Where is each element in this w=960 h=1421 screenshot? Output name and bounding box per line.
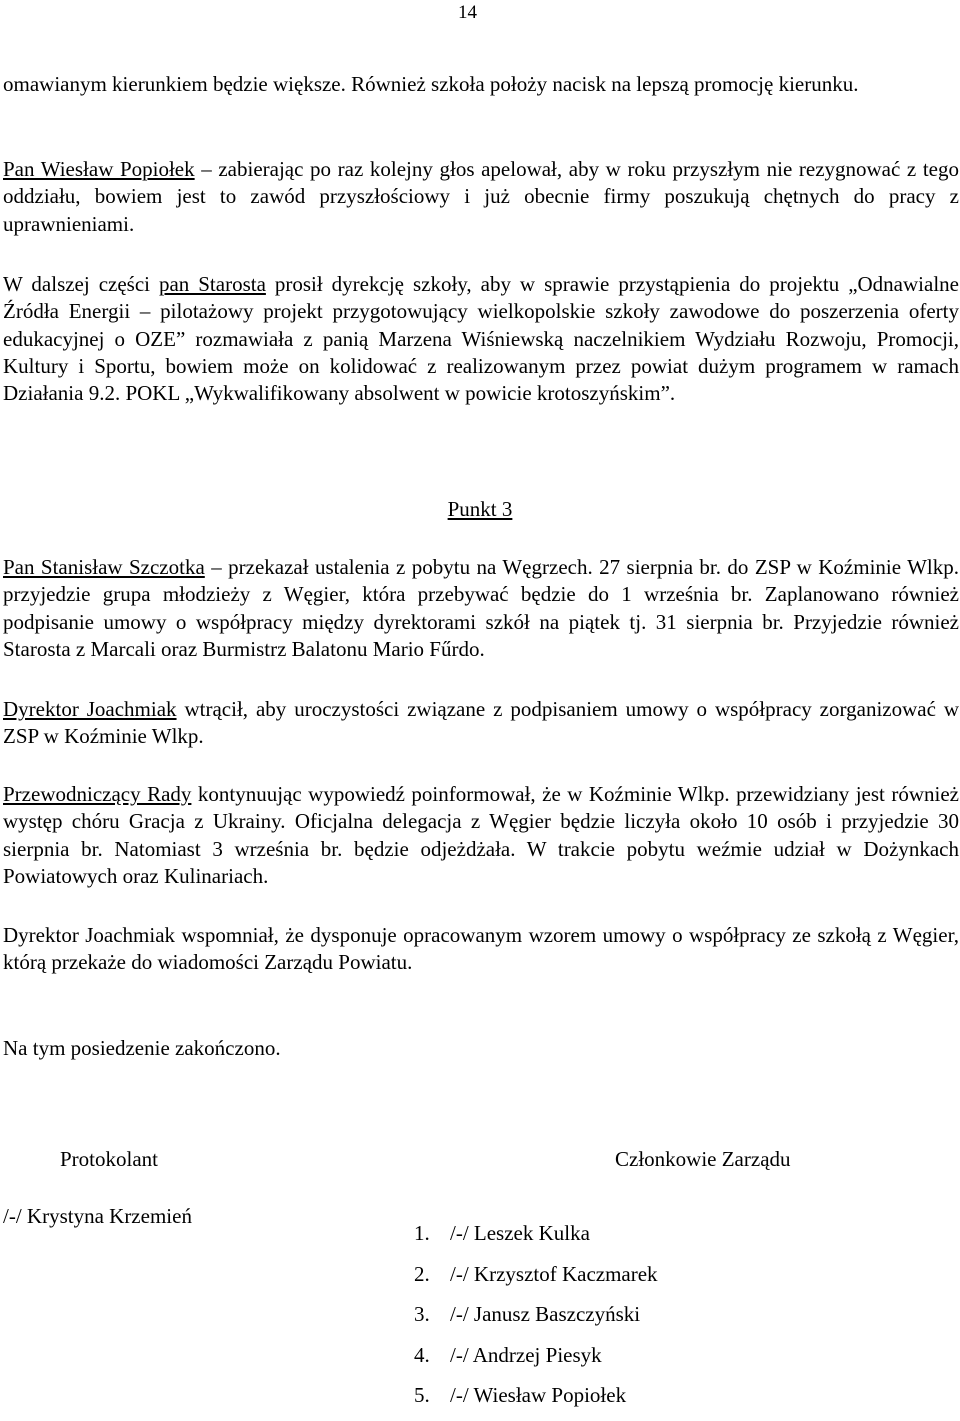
paragraph-text: wtrącił, aby uroczystości związane z podpisaniem umowy o współpracy zorganizować w ZSP w Koźminie Wlkp. xyxy=(3,697,959,749)
list-number: 4. xyxy=(414,1342,430,1367)
list-number: 2. xyxy=(414,1261,430,1286)
member-signature: /-/ Andrzej Piesyk xyxy=(450,1342,602,1367)
speaker-name: Dyrektor Joachmiak xyxy=(3,697,177,721)
paragraph-text: prosił dyrekcję szkoły, aby w sprawie przystąpienia do projektu „Odnawialne Źródła Energii – pilotażowy projekt przygotowujący wielkopolskie szkoły zawodowe do poszerzenia oferty edukacyjnej o OZE” rozmawiała z panią Marzena Wiśniewską naczelnikiem Wydziału Rozwoju, Promocji, Kultury i Sportu, bowiem może on kolidować z realizowanym przez powiat dużym programem w ramach Działania 9.2. POKL „Wykwalifikowany absolwent w powicie krotoszyńskim”. xyxy=(3,272,959,406)
page-number: 14 xyxy=(458,2,477,23)
list-item xyxy=(414,1380,658,1421)
speaker-name: Pan Stanisław Szczotka xyxy=(3,555,205,579)
paragraph-szczotka xyxy=(3,554,959,663)
list-number: 3. xyxy=(414,1302,430,1327)
list-item xyxy=(414,1299,658,1340)
speaker-name: Pan Wiesław Popiołek xyxy=(3,157,195,181)
list-number: 1. xyxy=(414,1221,430,1245)
member-signature: /-/ Wiesław Popiołek xyxy=(450,1383,627,1408)
paragraph-text: Dyrektor Joachmiak wspomniał, że dysponuje opracowanym wzorem umowy o współpracy ze szkołą z Węgier, którą przekaże do wiadomości Zarządu Powiatu. xyxy=(3,923,959,975)
paragraph-umowa xyxy=(3,922,959,977)
list-item xyxy=(414,1340,658,1381)
paragraph-text: – przekazał ustalenia z pobytu na Węgrzech. 27 sierpnia br. do ZSP w Koźminie Wlkp. przyjedzie grupa młodzieży z Węgier, która przebywać będzie do 1 września br. Zaplanowano również podpisanie umowy o współpracy między dyrektorami szkół na piątek tj. 31 sierpnia br. Przyjedzie również Starosta z Marcali oraz Burmistrz Balatonu Mario Fűrdo. xyxy=(3,555,959,661)
speaker-name: pan Starosta xyxy=(158,272,266,296)
list-item xyxy=(414,1218,658,1259)
member-signature: /-/ Janusz Baszczyński xyxy=(450,1302,641,1327)
paragraph-popiolek xyxy=(3,156,959,238)
protokolant-signature: /-/ Krystyna Krzemień xyxy=(3,1204,192,1228)
protokolant-label: Protokolant xyxy=(60,1147,158,1171)
speaker-name: Przewodniczący Rady xyxy=(3,782,192,806)
board-members-list xyxy=(414,1218,658,1421)
section-heading: Punkt 3 xyxy=(447,497,513,521)
board-members-label: Członkowie Zarządu xyxy=(615,1147,791,1171)
paragraph-text: omawianym kierunkiem będzie większe. Również szkoła położy nacisk na lepszą promocję kierunku. xyxy=(3,72,859,96)
paragraph-przewodniczacy xyxy=(3,781,959,890)
paragraph-lead: W dalszej części xyxy=(3,272,159,296)
closing-text: Na tym posiedzenie zakończono. xyxy=(3,1036,281,1060)
paragraph-joachmiak xyxy=(3,696,959,751)
member-signature: /-/ Krzysztof Kaczmarek xyxy=(450,1261,658,1286)
list-number: 5. xyxy=(414,1383,430,1408)
paragraph-text: kontynuując wypowiedź poinformował, że w Koźminie Wlkp. przewidziany jest również występ chóru Gracja z Ukrainy. Oficjalna delegacja z Węgier będzie liczyła około 10 osób i przyjedzie 30 sierpnia br. Natomiast 3 września br. będzie odjeżdżała. W trakcie pobytu weźmie udział w Dożynkach Powiatowych oraz Kulinariach. xyxy=(3,782,959,888)
paragraph-intro xyxy=(3,71,959,98)
paragraph-text: – zabierając po raz kolejny głos apelował, aby w roku przyszłym nie rezygnować z tego oddziału, bowiem jest to zawód przyszłościowy i już obecnie firmy poszukują chętnych do pracy z uprawnieniami. xyxy=(3,157,960,236)
paragraph-starosta xyxy=(3,271,959,407)
list-item xyxy=(414,1259,658,1300)
member-signature: /-/ Leszek Kulka xyxy=(450,1221,590,1245)
